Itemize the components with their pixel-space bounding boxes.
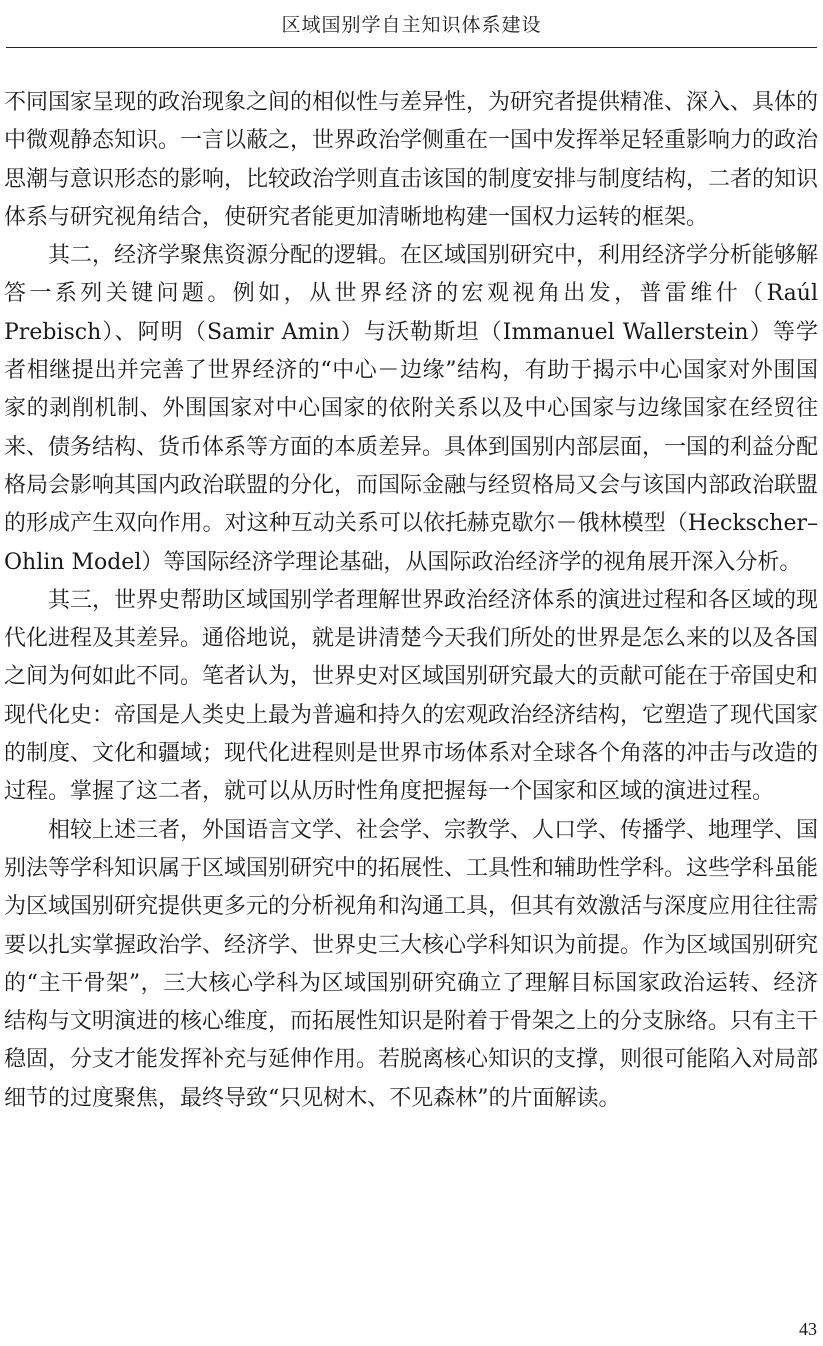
page-number: 43 xyxy=(799,1319,817,1339)
header-rule xyxy=(6,47,817,48)
paragraph-continued: 不同国家呈现的政治现象之间的相似性与差异性，为研究者提供精准、深入、具体的中微观静态知识。一言以蔽之，世界政治学侧重在一国中发挥举足轻重影响力的政治思潮与意识形态的影响，比较政治学则直击该国的制度安排与制度结构，二者的知识体系与研究视角结合，使研究者能更加清晰地构建一国权力运转的框架。 xyxy=(4,90,819,230)
running-title: 区域国别学自主知识体系建设 xyxy=(281,14,542,36)
paragraph-economics: 其二，经济学聚焦资源分配的逻辑。在区域国别研究中，利用经济学分析能够解答一系列关键问题。例如，从世界经济的宏观视角出发，普雷维什（Raúl Prebisch）、阿明（Samir Amin）与沃勒斯坦（Immanuel Wallerstein）等学者相继提出并完善了世界经济的“中心－边缘”结构，有助于揭示中心国家对外围国家的剥削机制、外围国家对中心国家的依附关系以及中心国家与边缘国家在经贸往来、债务结构、货币体系等方面的本质差异。具体到国别内部层面，一国的利益分配格局会影响其国内政治联盟的分化，而国际金融与经贸格局又会与该国内部政治联盟的形成产生双向作用。对这种互动关系可以依托赫克歇尔－俄林模型（Heckscher–Ohlin Model）等国际经济学理论基础，从国际政治经济学的视角展开深入分析。 xyxy=(4,243,819,575)
running-header xyxy=(0,0,823,48)
paragraph-extended-disciplines: 相较上述三者，外国语言文学、社会学、宗教学、人口学、传播学、地理学、国别法等学科知识属于区域国别研究中的拓展性、工具性和辅助性学科。这些学科虽能为区域国别研究提供更多元的分析视角和沟通工具，但其有效激活与深度应用往往需要以扎实掌握政治学、经济学、世界史三大核心学科知识为前提。作为区域国别研究的“主干骨架”，三大核心学科为区域国别研究确立了理解目标国家政治运转、经济结构与文明演进的核心维度，而拓展性知识是附着于骨架之上的分支脉络。只有主干稳固，分支才能发挥补充与延伸作用。若脱离核心知识的支撑，则很可能陷入对局部细节的过度聚焦，最终导致“只见树木、不见森林”的片面解读。 xyxy=(4,817,819,1111)
paragraph-world-history: 其三，世界史帮助区域国别学者理解世界政治经济体系的演进过程和各区域的现代化进程及其差异。通俗地说，就是讲清楚今天我们所处的世界是怎么来的以及各国之间为何如此不同。笔者认为，世界史对区域国别研究最大的贡献可能在于帝国史和现代化史：帝国是人类史上最为普遍和持久的宏观政治经济结构，它塑造了现代国家的制度、文化和疆域；现代化进程则是世界市场体系对全球各个角落的冲击与改造的过程。掌握了这二者，就可以从历时性角度把握每一个国家和区域的演进过程。 xyxy=(4,587,819,805)
body-text xyxy=(4,84,818,1118)
